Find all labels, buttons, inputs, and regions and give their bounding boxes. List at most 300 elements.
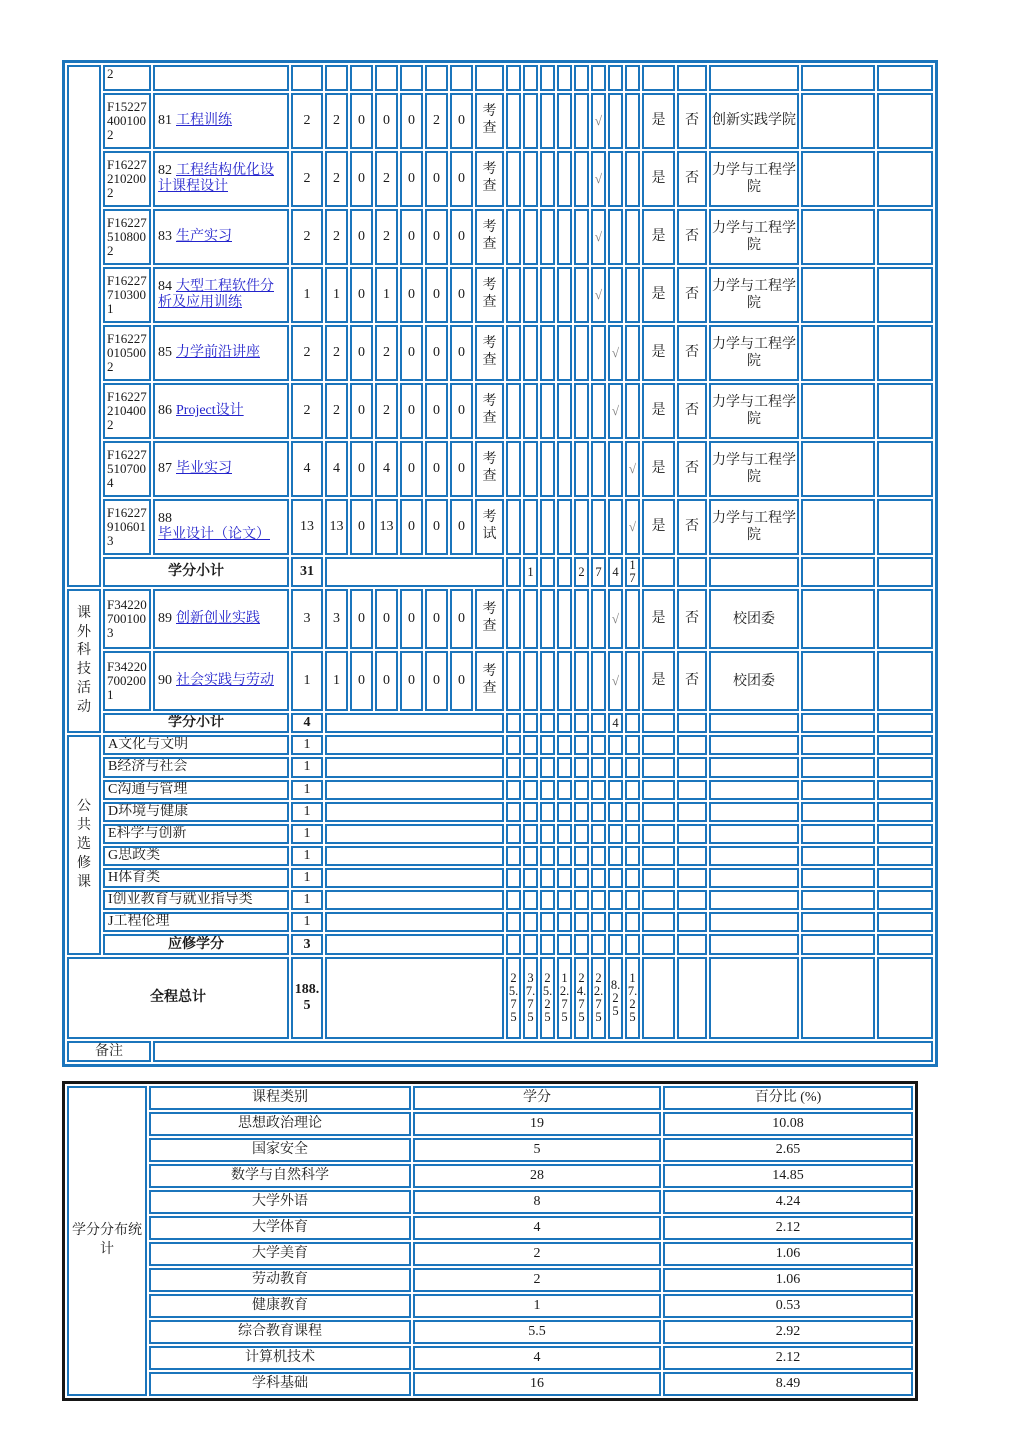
hours-cell: 0 (400, 383, 423, 439)
section-group-cell: 课外科技活动 (67, 589, 101, 733)
semester-cell (608, 934, 623, 955)
empty-cell (877, 802, 933, 822)
stats-credits-cell: 5 (413, 1138, 661, 1162)
semester-cell (557, 824, 572, 844)
extra-cell (801, 267, 875, 323)
stats-percent-cell: 0.53 (663, 1294, 913, 1318)
semester-cell (540, 589, 555, 649)
empty-cell (642, 802, 675, 822)
semester-cell (608, 93, 623, 149)
hours-cell: 2 (425, 93, 448, 149)
empty-cell (877, 557, 933, 587)
empty-cell (709, 824, 799, 844)
hours-cell: 4 (325, 441, 348, 497)
hours-cell: 0 (450, 325, 473, 381)
empty-cell (642, 934, 675, 955)
school-cell: 力学与工程学院 (709, 383, 799, 439)
exam-type-cell: 考查 (475, 267, 504, 323)
empty-cell (642, 780, 675, 800)
semester-cell (557, 589, 572, 649)
extra-cell (877, 325, 933, 381)
semester-cell (625, 824, 640, 844)
semester-total-cell: 4 (608, 713, 623, 733)
empty-cell (450, 65, 473, 91)
hours-cell: 0 (400, 267, 423, 323)
course-number: 88 (158, 510, 172, 526)
semester-total-cell: 1 (523, 557, 538, 587)
semester-grand-total-cell: 12.75 (557, 957, 572, 1039)
empty-cell (350, 65, 373, 91)
semester-cell (506, 93, 521, 149)
semester-cell (506, 890, 521, 910)
semester-cell (625, 267, 640, 323)
hours-cell: 2 (325, 383, 348, 439)
yes-cell: 是 (642, 151, 675, 207)
semester-cell (574, 846, 589, 866)
semester-cell (591, 325, 606, 381)
semester-cell (625, 93, 640, 149)
merged-blank-cell (325, 757, 504, 777)
empty-cell (877, 934, 933, 955)
hours-cell: 0 (400, 325, 423, 381)
empty-cell (677, 890, 707, 910)
semester-cell (540, 934, 555, 955)
empty-cell (642, 65, 675, 91)
hours-cell: 0 (375, 93, 398, 149)
stats-credits-cell: 4 (413, 1216, 661, 1240)
extra-cell (877, 499, 933, 555)
elective-category-cell: D环境与健康 (103, 802, 289, 822)
semester-cell (523, 651, 538, 711)
credits-cell: 1 (291, 735, 323, 755)
stats-percent-cell: 8.49 (663, 1372, 913, 1396)
semester-checkmark: √ (608, 651, 623, 711)
stats-category-cell: 数学与自然科学 (149, 1164, 411, 1188)
course-number: 90 (158, 673, 172, 689)
semester-grand-total-cell: 17.25 (625, 957, 640, 1039)
stats-category-cell: 计算机技术 (149, 1346, 411, 1370)
exam-type-cell: 考查 (475, 383, 504, 439)
semester-cell (625, 802, 640, 822)
semester-cell (574, 267, 589, 323)
course-name-cell (153, 651, 289, 711)
extra-cell (877, 151, 933, 207)
empty-cell (801, 890, 875, 910)
semester-checkmark: √ (608, 325, 623, 381)
stats-credits-cell: 19 (413, 1112, 661, 1136)
credits-cell: 3 (291, 589, 323, 649)
semester-cell (540, 846, 555, 866)
course-link[interactable]: Project设计 (176, 402, 244, 418)
empty-cell (801, 735, 875, 755)
course-name-cell (153, 441, 289, 497)
semester-total-cell: 2 (574, 557, 589, 587)
semester-cell (625, 890, 640, 910)
remark-content-cell (153, 1041, 933, 1062)
course-link[interactable]: 社会实践与劳动 (176, 673, 274, 689)
hours-cell: 0 (450, 93, 473, 149)
semester-checkmark: √ (591, 267, 606, 323)
semester-total-cell (591, 713, 606, 733)
semester-cell (557, 383, 572, 439)
hours-cell: 3 (325, 589, 348, 649)
semester-cell (506, 802, 521, 822)
empty-cell (642, 868, 675, 888)
empty-cell (801, 912, 875, 932)
course-link[interactable]: 创新创业实践 (176, 611, 260, 627)
hours-cell: 0 (350, 151, 373, 207)
stats-percent-cell: 2.12 (663, 1346, 913, 1370)
semester-cell (557, 325, 572, 381)
semester-cell (523, 499, 538, 555)
semester-cell (625, 325, 640, 381)
empty-cell (153, 65, 289, 91)
no-cell: 否 (677, 499, 707, 555)
semester-cell (574, 802, 589, 822)
exam-type-cell: 考试 (475, 499, 504, 555)
course-name-cell (153, 383, 289, 439)
empty-cell (642, 824, 675, 844)
stats-credits-cell: 28 (413, 1164, 661, 1188)
extra-cell (801, 651, 875, 711)
semester-cell (523, 824, 538, 844)
semester-cell (574, 912, 589, 932)
semester-cell (608, 441, 623, 497)
hours-cell: 0 (400, 93, 423, 149)
semester-cell (591, 735, 606, 755)
hours-cell: 0 (450, 441, 473, 497)
extra-cell (877, 209, 933, 265)
semester-cell (625, 735, 640, 755)
semester-cell (557, 934, 572, 955)
course-name-cell (153, 209, 289, 265)
stats-percent-cell: 2.92 (663, 1320, 913, 1344)
credits-cell: 2 (291, 151, 323, 207)
empty-cell (677, 65, 707, 91)
semester-cell (608, 912, 623, 932)
semester-cell (591, 890, 606, 910)
stats-category-cell: 思想政治理论 (149, 1112, 411, 1136)
stats-credits-cell: 8 (413, 1190, 661, 1214)
semester-total-cell (574, 713, 589, 733)
semester-cell (506, 151, 521, 207)
empty-cell (877, 868, 933, 888)
stats-percent-cell: 2.12 (663, 1216, 913, 1240)
semester-cell (506, 868, 521, 888)
empty-cell (801, 65, 875, 91)
hours-cell: 0 (400, 441, 423, 497)
semester-checkmark: √ (625, 441, 640, 497)
semester-cell (523, 802, 538, 822)
stats-credits-cell: 5.5 (413, 1320, 661, 1344)
extra-cell (877, 651, 933, 711)
empty-cell (608, 65, 623, 91)
subtotal-credits: 31 (291, 557, 323, 587)
semester-cell (574, 868, 589, 888)
school-cell: 校团委 (709, 589, 799, 649)
semester-cell (557, 912, 572, 932)
semester-cell (523, 780, 538, 800)
empty-cell (709, 802, 799, 822)
elective-category-cell: I创业教育与就业指导类 (103, 890, 289, 910)
hours-cell: 0 (425, 209, 448, 265)
semester-cell (625, 757, 640, 777)
school-cell: 力学与工程学院 (709, 209, 799, 265)
stats-percent-cell: 4.24 (663, 1190, 913, 1214)
semester-checkmark: √ (608, 383, 623, 439)
semester-total-cell (506, 557, 521, 587)
semester-cell (540, 912, 555, 932)
elective-category-cell: H体育类 (103, 868, 289, 888)
elective-category-cell: E科学与创新 (103, 824, 289, 844)
no-cell: 否 (677, 151, 707, 207)
no-cell: 否 (677, 209, 707, 265)
stats-header-cell: 学分 (413, 1086, 661, 1110)
empty-cell (877, 735, 933, 755)
course-name-cell (153, 325, 289, 381)
semester-cell (523, 868, 538, 888)
course-number: 85 (158, 344, 172, 360)
semester-grand-total-cell: 24.75 (574, 957, 589, 1039)
course-link[interactable]: 工程训练 (176, 112, 232, 128)
semester-cell (540, 802, 555, 822)
empty-cell (877, 890, 933, 910)
semester-cell (506, 780, 521, 800)
hours-cell: 13 (325, 499, 348, 555)
credits-cell: 2 (291, 93, 323, 149)
semester-cell (557, 868, 572, 888)
semester-checkmark: √ (591, 209, 606, 265)
empty-cell (677, 824, 707, 844)
course-link[interactable]: 生产实习 (176, 228, 232, 244)
course-name-cell (153, 267, 289, 323)
credits-cell: 1 (291, 846, 323, 866)
empty-cell (877, 824, 933, 844)
hours-cell: 0 (350, 499, 373, 555)
stats-credits-cell: 2 (413, 1242, 661, 1266)
semester-cell (557, 651, 572, 711)
hours-cell: 0 (425, 499, 448, 555)
empty-cell (709, 934, 799, 955)
empty-cell (677, 934, 707, 955)
elective-category-cell: A文化与文明 (103, 735, 289, 755)
empty-cell (677, 735, 707, 755)
no-cell: 否 (677, 383, 707, 439)
semester-cell (506, 757, 521, 777)
hours-cell: 2 (375, 325, 398, 381)
semester-cell (574, 757, 589, 777)
semester-cell (574, 441, 589, 497)
course-link[interactable]: 毕业设计（论文） (158, 527, 270, 542)
exam-type-cell: 考查 (475, 651, 504, 711)
empty-cell (709, 957, 799, 1039)
credits-cell: 1 (291, 651, 323, 711)
school-cell: 力学与工程学院 (709, 151, 799, 207)
empty-cell (877, 957, 933, 1039)
school-cell: 校团委 (709, 651, 799, 711)
hours-cell: 0 (350, 267, 373, 323)
semester-cell (574, 651, 589, 711)
hours-cell: 1 (325, 267, 348, 323)
empty-cell (877, 65, 933, 91)
empty-cell (709, 713, 799, 733)
course-number: 87 (158, 460, 172, 476)
course-link[interactable]: 大型工程软件分析及应用训练 (158, 278, 274, 310)
hours-cell: 0 (450, 651, 473, 711)
empty-cell (877, 780, 933, 800)
semester-cell (574, 735, 589, 755)
semester-cell (506, 325, 521, 381)
hours-cell: 4 (375, 441, 398, 497)
empty-cell (877, 713, 933, 733)
course-link[interactable]: 工程结构优化设计课程设计 (158, 162, 274, 194)
semester-cell (574, 93, 589, 149)
semester-cell (574, 325, 589, 381)
hours-cell: 2 (325, 151, 348, 207)
school-cell: 力学与工程学院 (709, 325, 799, 381)
no-cell: 否 (677, 267, 707, 323)
exam-type-cell: 考查 (475, 151, 504, 207)
course-code-cell: F162272104002 (103, 383, 151, 439)
semester-cell (574, 499, 589, 555)
school-cell: 创新实践学院 (709, 93, 799, 149)
exam-type-cell: 考查 (475, 93, 504, 149)
semester-cell (591, 846, 606, 866)
semester-cell (574, 824, 589, 844)
merged-blank-cell (325, 557, 504, 587)
credits-cell: 1 (291, 780, 323, 800)
hours-cell: 2 (325, 325, 348, 381)
semester-cell (557, 802, 572, 822)
semester-cell (523, 151, 538, 207)
stats-credits-cell: 1 (413, 1294, 661, 1318)
empty-cell (801, 957, 875, 1039)
empty-cell (591, 65, 606, 91)
semester-cell (540, 325, 555, 381)
course-code-cell: F162275108002 (103, 209, 151, 265)
semester-cell (506, 651, 521, 711)
school-cell: 力学与工程学院 (709, 499, 799, 555)
stats-credits-cell: 2 (413, 1268, 661, 1292)
semester-grand-total-cell: 8.25 (608, 957, 623, 1039)
credits-cell: 4 (291, 441, 323, 497)
merged-blank-cell (325, 957, 504, 1039)
semester-cell (523, 209, 538, 265)
stats-percent-cell: 1.06 (663, 1268, 913, 1292)
yes-cell: 是 (642, 383, 675, 439)
semester-cell (574, 934, 589, 955)
credits-cell: 1 (291, 267, 323, 323)
semester-cell (557, 441, 572, 497)
hours-cell: 0 (400, 151, 423, 207)
stats-percent-cell: 14.85 (663, 1164, 913, 1188)
empty-cell (557, 65, 572, 91)
course-link[interactable]: 力学前沿讲座 (176, 344, 260, 360)
hours-cell: 0 (400, 651, 423, 711)
no-cell: 否 (677, 441, 707, 497)
empty-cell (877, 846, 933, 866)
semester-cell (540, 735, 555, 755)
semester-cell (591, 589, 606, 649)
stats-category-cell: 健康教育 (149, 1294, 411, 1318)
semester-cell (540, 93, 555, 149)
course-code-cell: F152274001002 (103, 93, 151, 149)
semester-checkmark: √ (591, 151, 606, 207)
stats-category-cell: 国家安全 (149, 1138, 411, 1162)
extra-cell (801, 383, 875, 439)
semester-cell (574, 151, 589, 207)
stats-credits-cell: 4 (413, 1346, 661, 1370)
semester-cell (540, 824, 555, 844)
merged-blank-cell (325, 780, 504, 800)
yes-cell: 是 (642, 93, 675, 149)
semester-cell (608, 151, 623, 207)
hours-cell: 0 (350, 441, 373, 497)
stats-category-cell: 学科基础 (149, 1372, 411, 1396)
empty-cell (642, 557, 675, 587)
semester-cell (540, 441, 555, 497)
extra-cell (877, 441, 933, 497)
extra-cell (801, 441, 875, 497)
remark-label: 备注 (67, 1041, 151, 1062)
empty-cell (642, 735, 675, 755)
semester-cell (540, 383, 555, 439)
semester-cell (591, 441, 606, 497)
elective-category-cell: C沟通与管理 (103, 780, 289, 800)
yes-cell: 是 (642, 651, 675, 711)
semester-cell (557, 735, 572, 755)
semester-cell (591, 780, 606, 800)
hours-cell: 0 (400, 209, 423, 265)
empty-cell (709, 557, 799, 587)
semester-cell (506, 383, 521, 439)
hours-cell: 0 (450, 267, 473, 323)
empty-cell (506, 65, 521, 91)
stats-category-cell: 大学体育 (149, 1216, 411, 1240)
semester-grand-total-cell: 25.75 (506, 957, 521, 1039)
course-name-cell (153, 499, 289, 555)
hours-cell: 1 (325, 651, 348, 711)
semester-cell (506, 267, 521, 323)
hours-cell: 0 (350, 589, 373, 649)
empty-cell (677, 846, 707, 866)
semester-cell (540, 651, 555, 711)
course-link[interactable]: 毕业实习 (176, 460, 232, 476)
hours-cell: 0 (350, 325, 373, 381)
course-code-cell: F162279106013 (103, 499, 151, 555)
semester-total-cell (557, 713, 572, 733)
course-code-cell: 2 (103, 65, 151, 91)
empty-cell (709, 780, 799, 800)
hours-cell: 0 (350, 383, 373, 439)
required-credits-label: 应修学分 (103, 934, 289, 955)
hours-cell: 2 (375, 151, 398, 207)
empty-cell (709, 846, 799, 866)
empty-cell (642, 912, 675, 932)
empty-cell (709, 735, 799, 755)
semester-cell (540, 890, 555, 910)
empty-cell (677, 802, 707, 822)
extra-cell (801, 499, 875, 555)
empty-cell (325, 65, 348, 91)
no-cell: 否 (677, 93, 707, 149)
semester-total-cell (506, 713, 521, 733)
semester-cell (608, 802, 623, 822)
semester-cell (625, 383, 640, 439)
exam-type-cell: 考查 (475, 589, 504, 649)
stats-group-label: 学分分布统计 (67, 1086, 147, 1396)
hours-cell: 0 (375, 651, 398, 711)
